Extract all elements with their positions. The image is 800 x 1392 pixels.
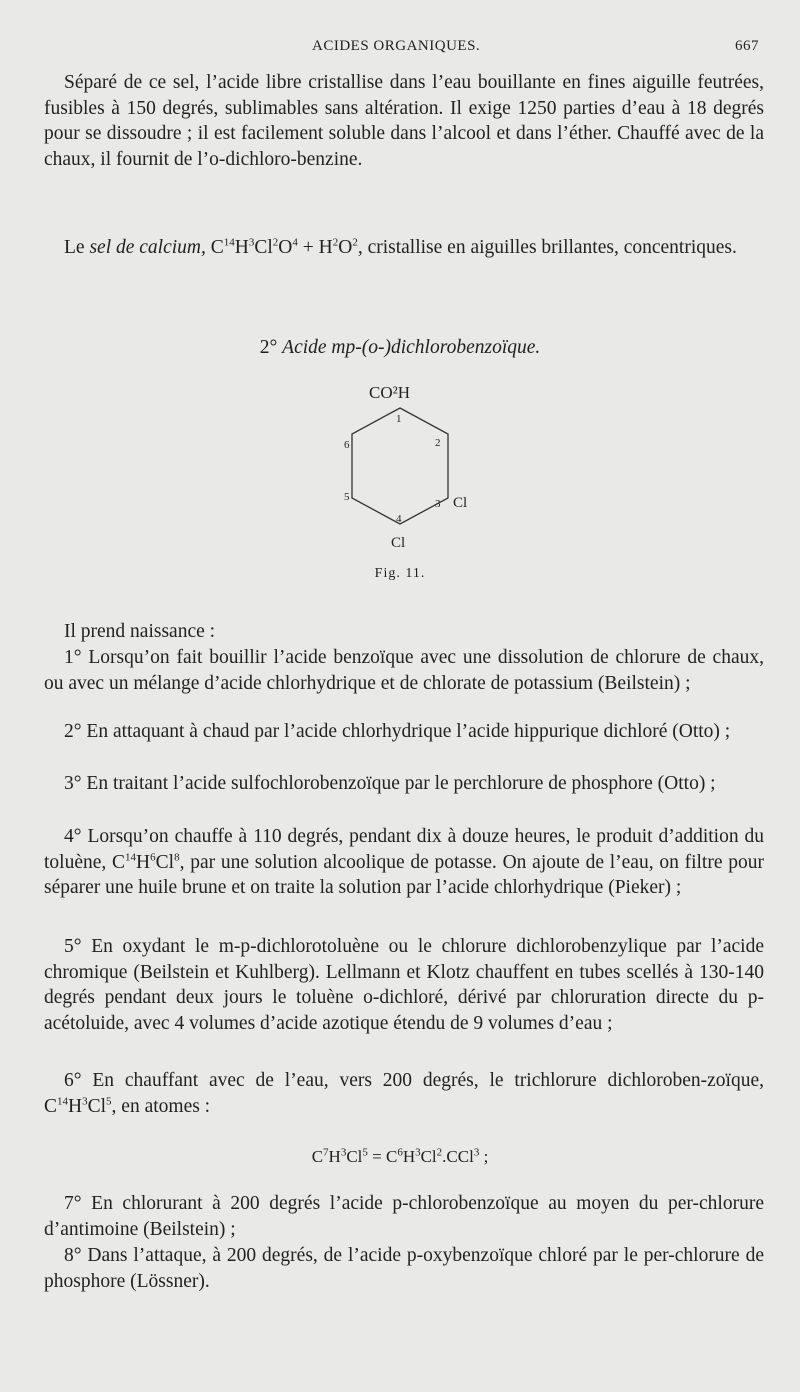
page-number: 667 bbox=[735, 38, 759, 54]
origin-item-6: 6° En chauffant avec de l’eau, vers 200 degrés, le trichlorure dichloroben-zoïque, $C^{14}H^3Cl^5$, en atomes : bbox=[44, 1070, 764, 1117]
paragraph-properties: Séparé de ce sel, l’acide libre cristallise dans l’eau bouillante en fines aiguille feutrées, fusibles à 150 degrés, sublimables sans altération. Il exige 1250 parties d’eau à 18 degrés pour se dissoudre ; il est facilement soluble dans l’alcool et dans l’éther. Chauffé avec de la chaux, il fournit de l’o-dichloro-benzine. bbox=[44, 72, 764, 170]
figure-title bbox=[0, 337, 800, 359]
origin-item-1: 1° Lorsqu’on fait bouillir l’acide benzoïque avec une dissolution de chlorure de chaux, ou avec un mélange d’acide chlorhydrique et de chlorate de potassium (Beilstein) ; bbox=[44, 647, 764, 694]
calcium-formula: $C^{14}H^3Cl^2O^4 + H^2O^2$, bbox=[205, 236, 363, 258]
origin-item-5: 5° En oxydant le m-p-dichlorotoluène ou le chlorure dichlorobenzylique par l’acide chromique (Beilstein et Kuhlberg). Lellmann et Klotz chauffent en tubes scellés à 130-140 degrés pendant deux jours le toluène o-dichloré, dérivé par chloruration directe du p-acétoluide, avec 4 volumes d’acide azotique étendu de 9 volumes d’eau ; bbox=[44, 936, 764, 1034]
carboxyl-group-label: CO²H bbox=[369, 383, 410, 402]
chlorine-bottom-label: Cl bbox=[391, 535, 406, 551]
reaction-equation: $C^7H^3Cl^5 = C^6H^3Cl^2.CCl^3$ ; bbox=[311, 1146, 489, 1166]
figure-title-number: 2° bbox=[259, 337, 278, 358]
origin-intro: Il prend naissance : bbox=[64, 621, 216, 642]
figure-caption: Fig. 11. bbox=[374, 566, 426, 581]
position-3-label: 3 bbox=[435, 498, 441, 510]
calcium-rest: cristallise en aiguilles brillantes, concentriques. bbox=[362, 237, 737, 258]
position-2-label: 2 bbox=[435, 437, 441, 449]
origin-item-3: 3° En traitant l’acide sulfochlorobenzoïque par le perchlorure de phosphore (Otto) ; bbox=[64, 773, 716, 794]
position-5-label: 5 bbox=[344, 491, 350, 503]
running-header bbox=[0, 38, 800, 62]
origin-item-7: 7° En chlorurant à 200 degrés l’acide p-chlorobenzoïque au moyen du per-chlorure d’antimoine (Beilstein) ; bbox=[44, 1193, 764, 1240]
position-1-label: 1 bbox=[396, 413, 402, 425]
origin-item-8: 8° Dans l’attaque, à 200 degrés, de l’acide p-oxybenzoïque chloré par le per-chlorure de phosphore (Lössner). bbox=[44, 1245, 764, 1292]
benzene-hexagon bbox=[352, 408, 448, 524]
header-title: ACIDES ORGANIQUES. bbox=[312, 38, 481, 54]
figure-title-text: Acide mp-(o-)dichlorobenzoïque. bbox=[282, 337, 541, 358]
calcium-lead: Le bbox=[64, 237, 90, 258]
benzene-ring-diagram bbox=[320, 372, 480, 557]
calcium-label: sel de calcium, bbox=[89, 237, 206, 258]
chlorine-right-label: Cl bbox=[453, 495, 468, 511]
position-4-label: 4 bbox=[396, 513, 402, 525]
paragraph-calcium-salt bbox=[44, 235, 764, 261]
origin-item-2: 2° En attaquant à chaud par l’acide chlorhydrique l’acide hippurique dichloré (Otto) ; bbox=[64, 721, 731, 742]
origin-item-4: 4° Lorsqu’on chauffe à 110 degrés, pendant dix à douze heures, le produit d’addition du toluène, $C^{14}H^6Cl^8$, par une solution alcoolique de potasse. On ajoute de l’eau, on filtre pour séparer une huile brune et on traite la solution par l’acide chlorhydrique (Pieker) ; bbox=[44, 826, 765, 898]
position-6-label: 6 bbox=[344, 439, 350, 451]
